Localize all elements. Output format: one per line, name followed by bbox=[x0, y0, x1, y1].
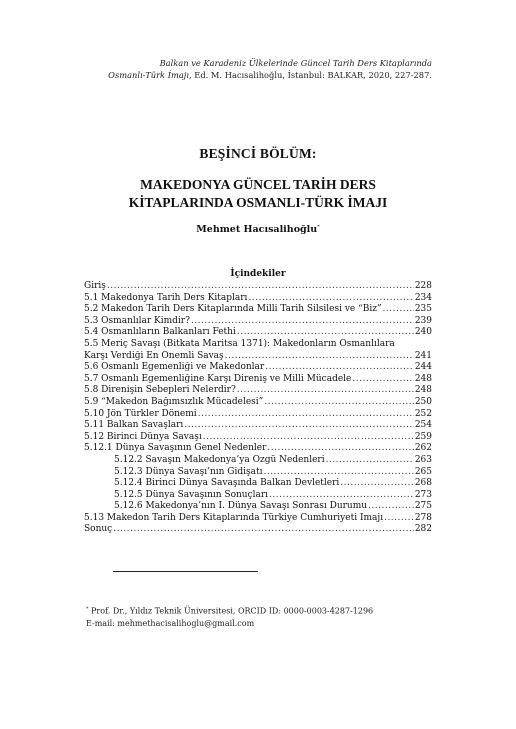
toc-entry-title: 5.12.3 Dünya Savaşı’nın Gidişatı bbox=[114, 466, 263, 477]
toc-entry-title: 5.2 Makedon Tarih Ders Kitaplarında Milli Tarih Silsilesi ve “Biz” bbox=[84, 304, 382, 315]
chapter-label: BEŞİNCİ BÖLÜM: bbox=[199, 146, 317, 161]
toc-entry-page: 244 bbox=[414, 362, 432, 373]
toc-entry bbox=[84, 478, 432, 490]
toc-leader-dots bbox=[340, 478, 414, 490]
toc-entry bbox=[84, 467, 432, 479]
toc-leader-dots bbox=[264, 397, 414, 409]
toc-entry bbox=[84, 513, 432, 525]
toc-entry-page: 239 bbox=[414, 315, 432, 326]
chapter-title-line-2: KİTAPLARINDA OSMANLI-TÜRK İMAJI bbox=[128, 195, 388, 210]
toc-entry bbox=[84, 490, 432, 502]
toc-entry-page: 259 bbox=[414, 431, 432, 442]
toc-leader-dots bbox=[384, 513, 414, 525]
toc-entry bbox=[84, 374, 432, 386]
toc-entry bbox=[84, 304, 432, 316]
toc-entry bbox=[84, 339, 432, 351]
toc-entry-page: 240 bbox=[414, 327, 432, 338]
toc-entry bbox=[84, 432, 432, 444]
toc-entry-title: Giriş bbox=[84, 281, 106, 291]
author-name: Mehmet Hacısalihoğlu bbox=[196, 224, 318, 236]
toc-leader-dots bbox=[237, 327, 414, 339]
author-footnote-mark: * bbox=[317, 224, 320, 230]
table-of-contents bbox=[84, 281, 432, 536]
toc-entry-title: 5.8 Direnişin Sebepleri Nelerdir? bbox=[84, 385, 236, 396]
toc-entry bbox=[84, 281, 432, 293]
toc-entry bbox=[84, 397, 432, 409]
toc-leader-dots bbox=[263, 467, 413, 479]
toc-leader-dots bbox=[113, 524, 414, 536]
toc-entry-title: 5.5 Meriç Savaşı (Bitkata Maritsa 1371): Makedonların Osmanlılara bbox=[84, 338, 395, 349]
toc-entry-page: 275 bbox=[414, 501, 432, 512]
toc-entry-page: 268 bbox=[414, 478, 432, 489]
toc-entry-title: 5.13 Makedon Tarih Ders Kitaplarında Türkiye Cumhuriyeti İmajı bbox=[84, 512, 384, 523]
toc-entry-title: 5.10 Jön Türkler Dönemi bbox=[84, 408, 197, 419]
author bbox=[0, 224, 516, 235]
toc-entry bbox=[84, 362, 432, 374]
toc-entry-title: 5.12.2 Savaşın Makedonya’ya Özgü Nedenleri bbox=[114, 454, 325, 465]
footnote-affiliation-text: Prof. Dr., Yıldız Teknik Üniversitesi, ORCID ID: 0000-0003-4287-1296 bbox=[88, 606, 374, 616]
running-header bbox=[80, 57, 432, 81]
header-publication-info: , Ed. M. Hacısalihoğlu, İstanbul: BALKAR, 2020, 227-287. bbox=[189, 70, 432, 80]
toc-leader-dots bbox=[383, 304, 414, 316]
toc-leader-dots bbox=[352, 374, 413, 386]
toc-entry-page: 262 bbox=[414, 443, 432, 454]
toc-entry-title: 5.3 Osmanlılar Kimdir? bbox=[84, 315, 190, 326]
toc-entry-page: 234 bbox=[414, 292, 432, 303]
toc-entry bbox=[84, 420, 432, 432]
toc-entry bbox=[84, 443, 432, 455]
toc-entry-page: 241 bbox=[414, 350, 432, 361]
toc-entry-title: Karşı Verdiği En Önemli Savaş bbox=[84, 350, 224, 361]
toc-entry-page: 278 bbox=[414, 512, 432, 523]
footnote-email: E-mail: mehmethacisalihoglu@gmail.com bbox=[86, 618, 255, 628]
toc-entry-page: 254 bbox=[414, 420, 432, 431]
toc-heading: İçindekiler bbox=[230, 269, 286, 279]
header-book-title: Balkan ve Karadeniz Ülkelerinde Güncel Tarih Ders Kitaplarında bbox=[159, 58, 432, 68]
footnote-affiliation bbox=[86, 603, 446, 618]
toc-entry bbox=[84, 327, 432, 339]
toc-leader-dots bbox=[248, 293, 413, 305]
toc-entry bbox=[84, 501, 432, 513]
toc-entry bbox=[84, 455, 432, 467]
toc-entry-page: 263 bbox=[414, 454, 432, 465]
toc-entry-title: 5.12.4 Birinci Dünya Savaşında Balkan Devletleri bbox=[114, 478, 340, 489]
toc-entry-title: 5.7 Osmanlı Egemenliğine Karşı Direniş ve Milli Mücadele bbox=[84, 373, 352, 384]
toc-leader-dots bbox=[198, 409, 414, 421]
toc-entry-title: 5.9 “Makedon Bağımsızlık Mücadelesi” bbox=[84, 396, 264, 407]
toc-entry-page: 235 bbox=[414, 304, 432, 315]
toc-leader-dots bbox=[184, 420, 414, 432]
toc-entry-page: 248 bbox=[414, 385, 432, 396]
toc-entry-title: 5.12.1 Dünya Savaşının Genel Nedenler bbox=[84, 443, 267, 454]
toc-entry-title: 5.1 Makedonya Tarih Ders Kitapları bbox=[84, 292, 248, 303]
toc-entry bbox=[84, 385, 432, 397]
toc-leader-dots bbox=[237, 385, 414, 397]
toc-entry-title: 5.12.6 Makedonya’nın I. Dünya Savaşı Sonrası Durumu bbox=[114, 501, 368, 512]
toc-entry-page: 252 bbox=[414, 408, 432, 419]
toc-leader-dots bbox=[326, 455, 414, 467]
footnote-mark: * bbox=[86, 606, 89, 612]
toc-entry-title: 5.6 Osmanlı Egemenliği ve Makedonlar bbox=[84, 362, 265, 373]
toc-entry bbox=[84, 316, 432, 328]
toc-entry-title: 5.12 Birinci Dünya Savaşı bbox=[84, 431, 202, 442]
toc-entry-title: 5.12.5 Dünya Savaşının Sonuçları bbox=[114, 489, 269, 500]
toc-entry bbox=[84, 524, 432, 536]
toc-entry-page: 282 bbox=[414, 524, 432, 535]
toc-leader-dots bbox=[368, 501, 414, 513]
toc-entry-title: Sonuç bbox=[84, 524, 113, 535]
toc-entry bbox=[84, 409, 432, 421]
toc-entry-page: 228 bbox=[414, 281, 432, 291]
toc-leader-dots bbox=[267, 443, 413, 455]
toc-entry-page: 273 bbox=[414, 489, 432, 500]
toc-entry-page: 248 bbox=[414, 373, 432, 384]
chapter-title-line-1: MAKEDONYA GÜNCEL TARİH DERS bbox=[140, 177, 376, 192]
toc-leader-dots bbox=[225, 351, 414, 363]
chapter-title bbox=[0, 176, 516, 212]
header-book-title-end: Osmanlı-Türk İmajı bbox=[108, 70, 190, 80]
header-citation bbox=[80, 69, 432, 81]
toc-entry-title: 5.4 Osmanlıların Balkanları Fethi bbox=[84, 327, 236, 338]
toc-entry bbox=[84, 351, 432, 363]
toc-entry-title: 5.11 Balkan Savaşları bbox=[84, 420, 184, 431]
toc-entry-page: 265 bbox=[414, 466, 432, 477]
footnote-divider bbox=[113, 571, 258, 572]
footnote bbox=[86, 603, 446, 630]
toc-leader-dots bbox=[191, 316, 414, 328]
toc-leader-dots bbox=[107, 281, 414, 293]
toc-entry-page: 250 bbox=[414, 396, 432, 407]
toc-leader-dots bbox=[203, 432, 414, 444]
toc-leader-dots bbox=[265, 362, 414, 374]
toc-entry bbox=[84, 293, 432, 305]
toc-leader-dots bbox=[269, 490, 414, 502]
